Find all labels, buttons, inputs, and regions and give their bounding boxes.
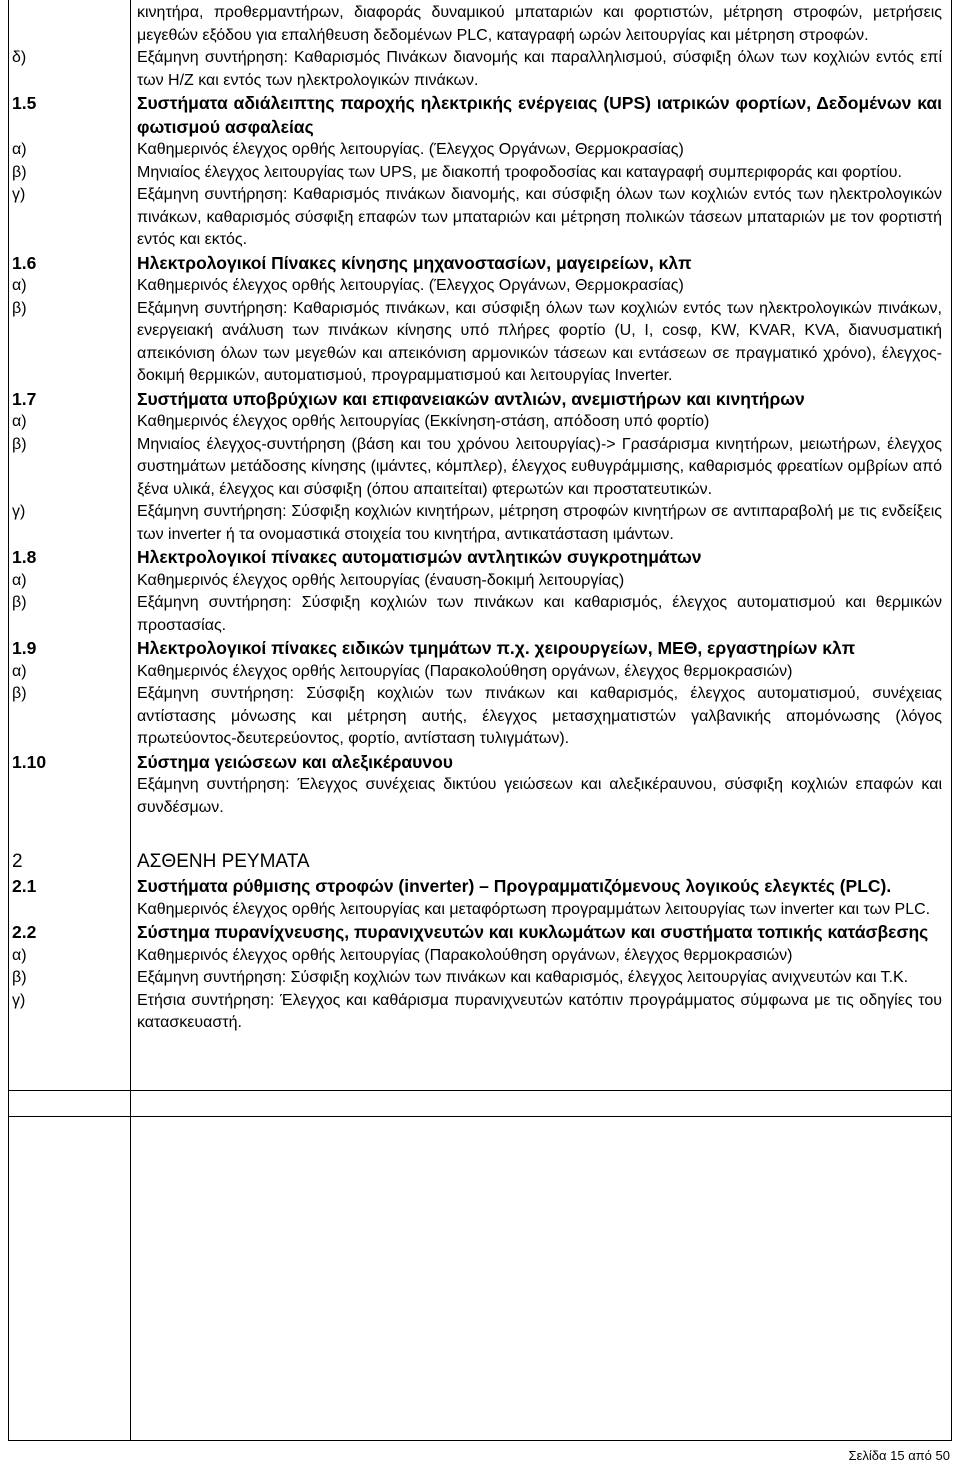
section-heading-row	[12, 875, 942, 899]
item-label: 2.1	[12, 876, 37, 896]
item-text: Καθημερινός έλεγχος ορθής λειτουργίας (έναυση-δοκιμή λειτουργίας)	[137, 571, 625, 589]
table-border-bottom	[8, 1440, 952, 1441]
section-title: ΑΣΘΕΝΗ ΡΕΥΜΑΤΑ	[137, 851, 310, 872]
item-label: δ)	[12, 49, 27, 66]
item-row	[12, 990, 942, 1035]
table-border-left	[8, 0, 9, 1440]
item-text: Καθημερινός έλεγχος ορθής λειτουργίας (Παρακολούθηση οργάνων, έλεγχος θερμοκρασιών)	[137, 946, 793, 964]
item-text: Εξάμηνη συντήρηση: Καθαρισμός Πινάκων διανομής και παραλληλισμού, σύσφιξη όλων των κοχλιών εντός επί των Η/Ζ και εντός των ηλεκτρολογικών πινάκων.	[137, 49, 942, 89]
item-label: γ)	[12, 991, 26, 1009]
item-label: β)	[12, 685, 27, 702]
maintenance-table	[12, 2, 942, 1035]
item-label: β)	[12, 969, 27, 986]
item-label: β)	[12, 163, 27, 181]
item-label: 1.6	[12, 252, 37, 273]
section-heading-row	[12, 751, 942, 775]
item-text: Καθημερινός έλεγχος ορθής λειτουργίας (Παρακολούθηση οργάνων, έλεγχος θερμοκρασιών)	[137, 662, 793, 680]
item-row	[12, 661, 942, 684]
item-label: α)	[12, 277, 27, 294]
item-row	[12, 592, 942, 637]
item-row	[12, 899, 942, 922]
item-text: Εξάμηνη συντήρηση: Σύσφιξη κοχλιών των πινάκων και καθαρισμός, έλεγχος λειτουργίας ανιχνευτών και Τ.Κ.	[137, 969, 909, 986]
item-text: Καθημερινός έλεγχος ορθής λειτουργίας. (Έλεγχος Οργάνων, Θερμοκρασίας)	[137, 277, 684, 294]
item-label: β)	[12, 299, 27, 317]
item-label: α)	[12, 571, 27, 589]
heading-text: Ηλεκτρολογικοί Πίνακες κίνησης μηχανοστασίων, μαγειρείων, κλπ	[137, 252, 692, 273]
heading-text: Συστήματα ρύθμισης στροφών (inverter) – Προγραμματιζόμενους λογικούς ελεγκτές (PLC).	[137, 876, 892, 896]
item-row	[12, 683, 942, 751]
item-text: Μηνιαίος έλεγχος-συντήρηση (βάση και του χρόνου λειτουργίας)-> Γρασάρισμα κινητήρων, μειωτήρων, έλεγχος συστημάτων μετάδοσης κίνησης (ιμάντες, κόμπλερ), έλεγχος ευθυγράμμισης, καθαρισμός φρεατίων ομβρίων από ξένα υλικά, έλεγχος και σύσφιξη (όπου απαιτείται) φτερωτών και προστατευτικών.	[137, 435, 942, 498]
item-row	[12, 501, 942, 546]
section-heading-row	[12, 92, 942, 139]
section-2-rows	[12, 875, 942, 1035]
item-text: Εξάμηνη συντήρηση: Καθαρισμός πινάκων, και σύσφιξη όλων των κοχλιών εντός των ηλεκτρολογικών πινάκων, ενεργειακή ανάλυση των πινάκων κίνησης υπό πλήρες φορτίο (U, I, cosφ, KW, KVAR, KVA, διανυσματική απεικόνιση όλων των μεγεθών και απεικόνιση αρμονικών τάσεων και εντάσεων σε πραγματικό χρόνο), έλεγχος-δοκιμή θερμικών, αυτοματισμού, προγραμματισμού και λειτουργίας Inverter.	[137, 299, 942, 384]
section-heading-row	[12, 921, 942, 945]
item-row	[12, 162, 942, 185]
item-label: 1.5	[12, 93, 37, 113]
item-row	[12, 570, 942, 593]
item-row	[12, 774, 942, 819]
table-border-right	[951, 0, 952, 1440]
item-label: γ)	[12, 503, 26, 520]
item-label: 1.8	[12, 547, 37, 567]
heading-text: Ηλεκτρολογικοί πίνακες ειδικών τμημάτων π.χ. χειρουργείων, ΜΕΘ, εργαστηρίων κλπ	[137, 638, 856, 658]
item-label: β)	[12, 435, 27, 453]
table-divider	[8, 1090, 952, 1091]
section-heading-row	[12, 388, 942, 412]
section-1-rows	[12, 2, 942, 819]
section-heading-row	[12, 637, 942, 661]
table-divider	[8, 1116, 952, 1117]
item-label: α)	[12, 413, 27, 430]
heading-text: Σύστημα γειώσεων και αλεξικέραυνου	[137, 751, 453, 772]
item-text: Καθημερινός έλεγχος ορθής λειτουργίας. (Έλεγχος Οργάνων, Θερμοκρασίας)	[137, 141, 684, 158]
item-label: 1.9	[12, 638, 37, 658]
item-row	[12, 298, 942, 388]
item-label: 2.2	[12, 922, 37, 942]
heading-text: Συστήματα αδιάλειπτης παροχής ηλεκτρικής ενέργειας (UPS) ιατρικών φορτίων, Δεδομένων και φωτισμού ασφαλείας	[137, 93, 942, 137]
heading-text: Σύστημα πυρανίχνευσης, πυρανιχνευτών και κυκλωμάτων και συστήματα τοπικής κατάσβεσης	[137, 922, 929, 942]
section-heading-row	[12, 252, 942, 276]
item-label: 1.10	[12, 751, 47, 772]
item-text: Εξάμηνη συντήρηση: Σύσφιξη κοχλιών κινητήρων, μέτρηση στροφών κινητήρων σε αντιπαραβολή με τις ενδείξεις των inverter ή τα ονομαστικά στοιχεία του κινητήρα, αντικατάσταση ιμάντων.	[137, 503, 942, 543]
item-row	[12, 967, 942, 990]
item-row	[12, 2, 942, 47]
heading-text: Ηλεκτρολογικοί πίνακες αυτοματισμών αντλητικών συγκροτημάτων	[137, 547, 702, 567]
item-text: Εξάμηνη συντήρηση: Σύσφιξη κοχλιών των πινάκων και καθαρισμός, έλεγχος αυτοματισμού και θερμικών προστασίας.	[137, 594, 942, 634]
item-row	[12, 945, 942, 968]
page-number: Σελίδα 15 από 50	[848, 1448, 950, 1463]
item-row	[12, 139, 942, 162]
item-row	[12, 184, 942, 252]
item-text: Εξάμηνη συντήρηση: Έλεγχος συνέχειας δικτύου γειώσεων και αλεξικέραυνου, σύσφιξη κοχλιών επαφών και συνδέσμων.	[137, 776, 942, 816]
item-text: Ετήσια συντήρηση: Έλεγχος και καθάρισμα πυρανιχνευτών κατόπιν προγράμματος σύμφωνα με τις οδηγίες του κατασκευαστή.	[137, 991, 942, 1031]
item-text: Εξάμηνη συντήρηση: Καθαρισμός πινάκων διανομής, και σύσφιξη όλων των κοχλιών εντός των ηλεκτρολογικών πινάκων, καθαρισμός σύσφιξη επαφών των μπαταριών και μέτρηση πολικών τάσεων μπαταριών με τον φορτιστή εντός και εκτός.	[137, 186, 942, 248]
item-text: Εξάμηνη συντήρηση: Σύσφιξη κοχλιών των πινάκων και καθαρισμός, έλεγχος αυτοματισμού, συνέχειας αντίστασης μόνωσης και μέτρηση αυτής, έλεγχος μετασχηματιστών γαλβανικής απομόνωσης (λόγος πρωτεύοντος-δευτερεύοντος, φορτίο, αντίσταση τυλιγμάτων).	[137, 685, 942, 747]
item-row	[12, 434, 942, 502]
item-label: α)	[12, 662, 27, 680]
item-label: γ)	[12, 186, 26, 203]
heading-text: Συστήματα υποβρύχιων και επιφανειακών αντλιών, ανεμιστήρων και κινητήρων	[137, 388, 805, 409]
item-label: α)	[12, 141, 27, 158]
section-number: 2	[12, 851, 23, 872]
item-label: β)	[12, 594, 27, 611]
item-text: κινητήρα, προθερμαντήρων, διαφοράς δυναμικού μπαταριών και φορτιστών, μέτρηση στροφών, μετρήσεις μεγεθών εξόδου για επαλήθευση δεδομένων PLC, καταγραφή ωρών λειτουργίας και μέτρηση στροφών.	[137, 4, 942, 44]
item-label: 1.7	[12, 388, 37, 409]
item-label: α)	[12, 946, 27, 964]
section-heading-row	[12, 546, 942, 570]
item-row	[12, 47, 942, 92]
item-text: Καθημερινός έλεγχος ορθής λειτουργίας και μεταφόρτωση προγραμμάτων λειτουργίας των inverter και των PLC.	[137, 900, 931, 918]
section-2-heading	[12, 849, 942, 875]
item-row	[12, 411, 942, 434]
item-text: Καθημερινός έλεγχος ορθής λειτουργίας (Εκκίνηση-στάση, απόδοση υπό φορτίο)	[137, 413, 710, 430]
item-text: Μηνιαίος έλεγχος λειτουργίας των UPS, με διακοπή τροφοδοσίας και καταγραφή συμπεριφοράς και φορτίου.	[137, 163, 902, 181]
item-row	[12, 275, 942, 298]
